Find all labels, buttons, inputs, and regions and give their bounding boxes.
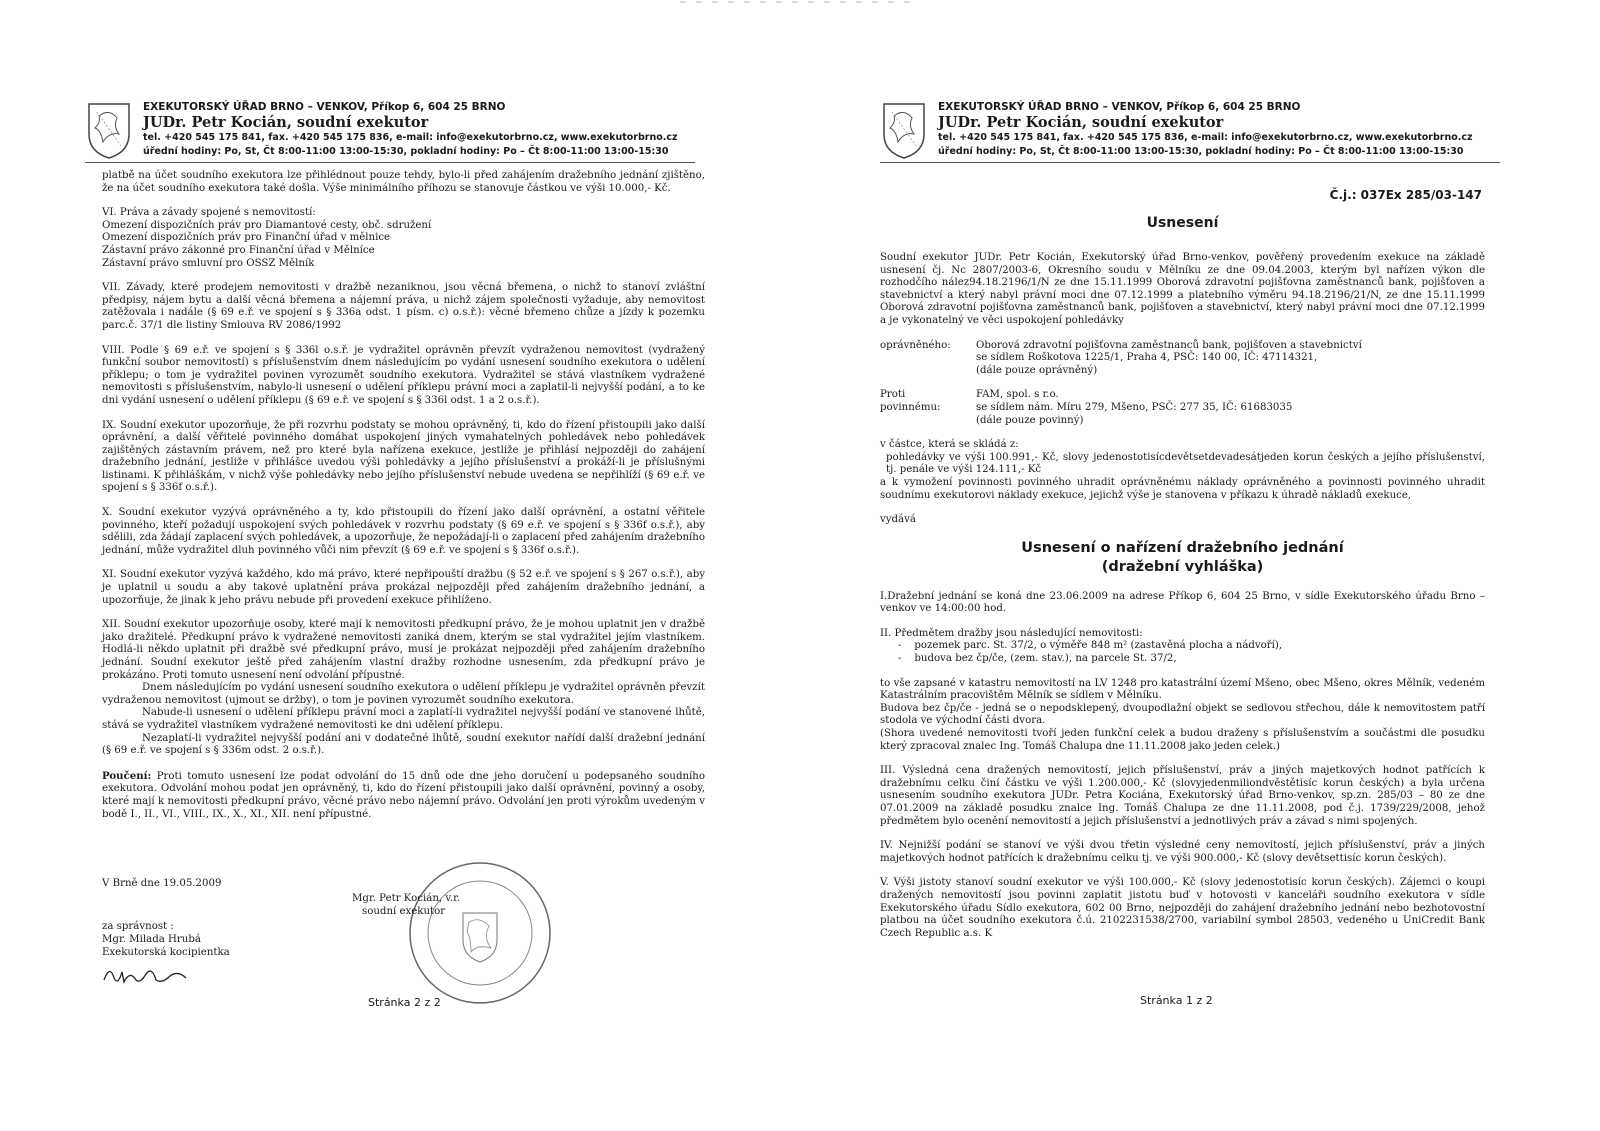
page-2-body [102, 170, 705, 833]
section-x: X. Soudní exekutor vyzývá oprávněného a ty, kdo přistoupili do řízení jako další oprávnění, a ostatní věřitele povinného, kteří požadují uspokojení svých pohledávek v rozvrhu podstaty (§ 69 e.ř. ve spojení s § 336f o.s.ř.), aby sdělili, zda žádají zaplacení svých pohledávek, a upozorňuje, že nepožádají-li o zaplacení před zahájením dražebního jednání, může vydražitel dluh povinného vůči nim převzít (§ 69 e.ř. ve spojení s § 336f o.s.ř.). [102, 507, 705, 556]
section-iv: IV. Nejnižší podání se stanoví ve výši dvou třetin výsledné ceny nemovitostí, jejich příslušenství, práv a jiných majetkových hodnot patřících k dražebnímu celku tj. ve výši 900.000,- Kč (slovy devětsettisíc korun českých). [880, 840, 1485, 864]
document-title: Usnesení [1146, 215, 1219, 231]
list-item: Omezení dispozičních práv pro Diamantové cesty, obč. sdružení [102, 219, 432, 231]
letterhead [85, 100, 695, 163]
creditor-label: oprávněného: [880, 339, 951, 351]
signer-name: Mgr. Petr Kocián, v.r. [352, 893, 461, 904]
signer-role: soudní exekutor [362, 906, 446, 917]
section-vi-title: VI. Práva a závady spojené s nemovitostí: [102, 207, 316, 219]
verification-label: za správnost : [102, 921, 174, 932]
debtor-name: FAM, spol. s r.o. [976, 389, 1059, 401]
clerk-name: Mgr. Milada Hrubá [102, 934, 201, 945]
section-vii: VII. Závady, které prodejem nemovitosti v dražbě nezaniknou, jsou věcná břemena, o nichž to stanoví zvláštní předpisy, nájem bytu a další věcná břemena a nájemní práva, u nichž zájem společnosti vyžaduje, aby nemovitost zatěžovala i nadále (§ 69 e.ř. ve spojení s § 336a odst. 1 písm. c) o.s.ř.): věcné břemeno chůze a jízdy k pozemku parc.č. 37/1 dle listiny Smlouva RV 2086/1992 [102, 282, 705, 331]
instruction-paragraph [102, 770, 705, 821]
case-number: Č.j.: 037Ex 285/03-147 [1329, 188, 1482, 202]
creditor-name: Oborová zdravotní pojišťovna zaměstnanců bank, pojišťoven a stavebnictví [976, 339, 1362, 351]
auction-title-sub: (dražební vyhláška) [1101, 558, 1264, 575]
building-description: Budova bez čp/če - jedná se o nepodsklepený, dvoupodlažní objekt se sedlovou střechou, dále k nemovitostem patří stodola ve východní části dvora. [880, 702, 1485, 727]
list-item: - pozemek parc. St. 37/2, o výměře 848 m² (zastavěná plocha a nádvoří), [898, 640, 1283, 652]
debtor-block [880, 389, 1485, 427]
document-page-1 [880, 0, 1600, 1131]
section-ix: IX. Soudní exekutor upozorňuje, že při rozvrhu podstaty se mohou oprávněný, ti, kdo do řízení přistoupili jako další oprávnění, a další věřitelé povinného domáhat uspokojení jiných vymahatelných pohledávek nebo pohledávek zajištěných zástavním právem, než pro které byla nařízena exekuce, jestliže je přihlásí nejpozději do zahájení dražebního jednání, jestliže v přihlášce uvedou výši pohledávky a jejího příslušenství a prokáží-li je příslušnými listinami. K přihláškám, v nichž výše pohledávky nebo jejího příslušenství nebude uvedena se nepřihlíží (§ 69 e.ř. ve spojení s § 336f o.s.ř.). [102, 419, 705, 494]
debtor-label-2: povinnému: [880, 401, 941, 413]
intro-paragraph: Soudní exekutor JUDr. Petr Kocián, Exekutorský úřad Brno-venkov, pověřený provedením exekuce na základě usnesení čj. Nc 2807/2003-6, Okresního soudu v Mělníku ze dne 09.04.2003, kterým byl nařízen výkon dle rozhodčího nález94.18.2196/1/N ze dne 15.11.1999 Oborová zdravotní pojišťovna zaměstnanců bank, pojišťoven a stavebnictví a který nabyl právní moci dne 07.12.1999 a platebního výměru 94.18.2196/21/N, ze dne 15.11.1999 Oborová zdravotní pojišťovna zaměstnanců bank, pojišťoven a stavebnictví, který nabyl právní moci dne 07.12.1999 a je vykonatelný ve věci uspokojení pohledávky [880, 252, 1485, 326]
handwritten-signature [100, 962, 210, 988]
instruction-label: Poučení: [102, 769, 152, 782]
page-number: Stránka 2 z 2 [368, 996, 441, 1009]
section-xi: XI. Soudní exekutor vyzývá každého, kdo má právo, které nepřipouští dražbu (§ 52 e.ř. ve spojení s § 267 o.s.ř.), aby je uplatnil u soudu a aby takové uplatnění práva prokázal nejpozději před zahájením dražebního jednání, a upozorňuje, že jinak k jeho právu nebude při provedení exekuce přihlíženo. [102, 569, 705, 606]
list-item: - budova bez čp/če, (zem. stav.), na parcele St. 37/2, [898, 653, 1177, 665]
contact-line: tel. +420 545 175 841, fax. +420 545 175 836, e-mail: info@exekutorbrno.cz, www.exekutorbrno.cz [938, 132, 1473, 143]
official-stamp-icon [405, 858, 555, 1008]
section-viii: VIII. Podle § 69 e.ř. ve spojení s § 336l o.s.ř. je vydražitel oprávněn převzít vydraženou nemovitost (vydražený funkční soubor nemovitostí) s příslušenstvím dnem následujícím po vydání usnesení soudního exekutora o udělení příklepu; o tom je vydražitel povinen vyrozumět soudního exekutora. Vydražitel se stává vlastníkem vydražené nemovitosti s příslušenstvím, nabylo-li usnesení o udělení příklepu právní moci a zaplatil-li nejvyšší podání, a to ke dni vydání usnesení o udělení příklepu (§ 69 e.ř. ve spojení s § 336l odst. 1 a 2 o.s.ř.). [102, 344, 705, 406]
debtor-alias: (dále pouze povinný) [976, 414, 1084, 426]
section-i: I.Dražební jednání se koná dne 23.06.2009 na adrese Příkop 6, 604 25 Brno, v sídle Exekutorského úřadu Brno – venkov ve 14:00:00 hod. [880, 590, 1485, 615]
creditor-address: se sídlem Roškotova 1225/1, Praha 4, PSČ: 140 00, IČ: 47114321, [976, 352, 1318, 364]
amount-claim: pohledávky ve výši 100.991,- Kč, slovy jedenostotisícdevětsetdevadesátjeden korun českých a jejího příslušenství, tj. penále ve výši 124.111,- Kč [886, 451, 1485, 476]
section-ii-text: to vše zapsané v katastru nemovitostí na LV 1248 pro katastrální území Mšeno, obec Mšeno, okres Mělník, vedeném Katastrálním pracovištěm Mělník se sídlem v Mělníku. [880, 677, 1485, 702]
debtor-label-1: Proti [880, 389, 906, 401]
section-iii: III. Výsledná cena dražených nemovitostí, jejich příslušenství, práv a jiných majetkových hodnot patřících k dražebnímu celku činí částku ve výši 1.200.000,- Kč (slovyjedenmiliondvěstětisíc korun českých) a byla určena usnesením soudního exekutora JUDr. Petra Kociána, Exekutorský úřad Brno-venkov, sp.zn. 285/03 – 80 ze dne 07.01.2009 na základě posudku znalce Ing. Tomáš Chalupa ze dne 11.11.2008, pod č.j. 1739/229/2008, jehož předmětem bylo ocenění nemovitostí a jejich příslušenství a jednotlivých práv a závad s nimi spojených. [880, 765, 1485, 827]
executor-name: JUDr. Petr Kocián, soudní exekutor [143, 114, 429, 131]
coat-of-arms-icon [880, 100, 928, 160]
auction-title-main: Usnesení o nařízení dražebního jednání [1021, 539, 1344, 556]
amount-costs: a k vymožení povinnosti povinného uhradit oprávněnému náklady oprávněného a povinnosti povinného uhradit soudnímu exekutorovi náklady exekuce, jejichž výše je stanovena v příkazu k úhradě nákladů exekuce, [880, 476, 1485, 501]
section-v: V. Výši jistoty stanoví soudní exekutor ve výši 100.000,- Kč (slovy jedenostotisíc korun českých). Zájemci o koupi dražených nemovitostí jsou povinni zaplatit jistotu buď v hotovosti v kanceláři soudního exekutora v sídle Exekutorského úřadu Sídlo exekutora, 602 00 Brno, nejpozději do zahájení dražebního jednání nebo bezhotovostní platbou na účet soudního exekutora č.ú. 2102231538/2700, variabilní symbol 28503, vedeného u UniCredit Bank Czech Republic a.s. K [880, 877, 1485, 939]
contact-line: tel. +420 545 175 841, fax. +420 545 175 836, e-mail: info@exekutorbrno.cz, www.exekutorbrno.cz [143, 132, 678, 143]
debtor-address: se sídlem nám. Míru 279, Mšeno, PSČ: 277 35, IČ: 61683035 [976, 401, 1293, 413]
verification-block [102, 920, 230, 959]
section-xii-d: Nezaplatí-li vydražitel nejvyšší podání ani v dodatečné lhůtě, soudní exekutor nařídí další dražební jednání (§ 69 e.ř. ve spojení s § 336m odst. 2 o.s.ř.). [102, 732, 705, 757]
section-xii-b: Dnem následujícím po vydání usnesení soudního exekutora o udělení příklepu je vydražitel oprávněn převzít vydraženou nemovitost (ujmout se držby), o tom je povinen vyrozumět soudního exekutora. [102, 682, 705, 706]
clerk-role: Exekutorská kocipientka [102, 947, 230, 958]
property-item: budova bez čp/če, (zem. stav.), na parcele St. 37/2, [914, 653, 1177, 665]
list-item: Omezení dispozičních práv pro Finanční úřad v mělnice [102, 232, 391, 244]
letterhead [880, 100, 1500, 163]
section-ii-title: II. Předmětem dražby jsou následující nemovitosti: [880, 627, 1143, 639]
office-address: EXEKUTORSKÝ ÚŘAD BRNO – VENKOV, Příkop 6, 604 25 BRNO [938, 101, 1301, 113]
creditor-alias: (dále pouze oprávněný) [976, 364, 1098, 376]
document-page-2 [0, 0, 780, 1131]
coat-of-arms-icon [85, 100, 133, 160]
executor-name: JUDr. Petr Kocián, soudní exekutor [938, 114, 1224, 131]
section-xii-c: Nabude-li usnesení o udělení příklepu právní moci a zaplatí-li vydražitel nejvyšší podání ve stanovené lhůtě, stává se vydražitel vlastníkem vydražené nemovitosti ke dni udělení příklepu. [102, 707, 705, 731]
instruction-text: Proti tomuto usnesení lze podat odvolání do 15 dnů ode dne jeho doručení u podepsaného soudního exekutora. Odvolání mohou podat jen oprávněný, ti, kdo do řízení přistoupili jako další oprávnění, povinný a osoby, které mají k nemovitosti předkupní právo, věcné právo nebo nájemní právo. Odvolání jen proti výrokům uvedeným v bodě I., II., VI., VIII., IX., X., XI., XII. není přípustné. [102, 770, 705, 820]
page-1-body [880, 252, 1485, 952]
auction-title [880, 539, 1485, 577]
amount-intro: v částce, která se skládá z: [880, 439, 1019, 451]
signature-block [352, 892, 460, 918]
office-hours: úřední hodiny: Po, St, Čt 8:00-11:00 13:00-15:30, pokladní hodiny: Po – Čt 8:00-11:00 13:00-15:30 [143, 146, 669, 157]
section-ii-note: (Shora uvedené nemovitosti tvoří jeden funkční celek a budou draženy s příslušenstvím a součástmi dle posudku který zpracoval znalec Ing. Tomáš Chalupa dne 11.11.2008 jako jeden celek.) [880, 728, 1485, 752]
page-number: Stránka 1 z 2 [1140, 994, 1213, 1007]
issues-label: vydává [880, 514, 916, 526]
property-item: pozemek parc. St. 37/2, o výměře 848 m² (zastavěná plocha a nádvoří), [914, 640, 1283, 652]
list-item: Zástavní právo smluvní pro OSSZ Mělník [102, 257, 315, 269]
office-address: EXEKUTORSKÝ ÚŘAD BRNO – VENKOV, Příkop 6, 604 25 BRNO [143, 101, 506, 113]
section-xii: XII. Soudní exekutor upozorňuje osoby, které mají k nemovitosti předkupní právo, že je mohou uplatnit jen v dražbě jako dražitelé. Předkupní právo k vydražené nemovitosti zaniká dnem, kterým se stal vydražitel jejím vlastníkem. Hodlá-li někdo uplatnit při dražbě své předkupní právo, musí je prokázat nejpozději před zahájením dražebního jednání. Soudní exekutor ještě před zahájením vlastní dražby rozhodne usnesením, zda předkupní právo je prokázáno. Proti tomuto usnesení není odvolání přípustné. [102, 619, 705, 681]
paragraph-continuation: platbě na účet soudního exekutora lze přihlédnout pouze tehdy, bylo-li před zahájením dražebního jednání zjištěno, že na účet soudního exekutora také došla. Výše minimálního příhozu se stanovuje částkou ve výši 10.000,- Kč. [102, 170, 705, 194]
office-hours: úřední hodiny: Po, St, Čt 8:00-11:00 13:00-15:30, pokladní hodiny: Po – Čt 8:00-11:00 13:00-15:30 [938, 146, 1464, 157]
list-item: Zástavní právo zákonné pro Finanční úřad v Mělníce [102, 244, 375, 256]
creditor-block [880, 340, 1485, 378]
issue-date: V Brně dne 19.05.2009 [102, 878, 222, 889]
